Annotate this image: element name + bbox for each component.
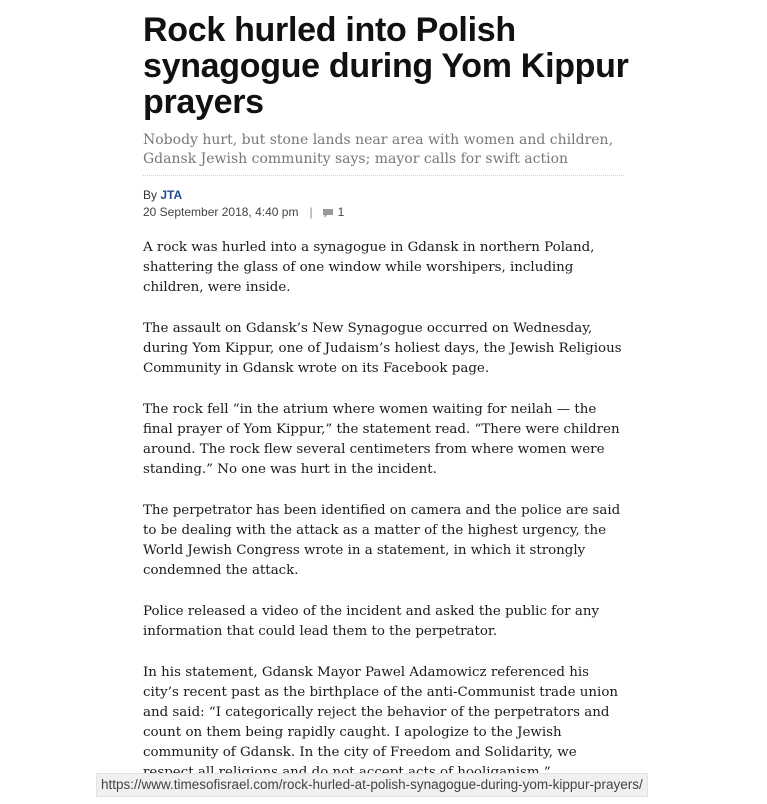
meta-separator: | (309, 205, 313, 219)
paragraph: The perpetrator has been identified on camera and the police are said to be dealing with the attack as a matter of the highest urgency, the World Jewish Congress wrote in a statement, in which it strongly condemned the attack. (143, 503, 621, 578)
paragraph: Police released a video of the incident and asked the public for any information that could lead them to the perpetrator. (143, 604, 600, 639)
comment-count: 1 (337, 205, 345, 219)
publish-date: 20 September 2018, 4:40 pm (143, 205, 299, 219)
status-url-bar: https://www.timesofisrael.com/rock-hurled-at-polish-synagogue-during-yom-kippur-prayers/ (96, 773, 648, 797)
comments-link[interactable] (322, 205, 345, 219)
paragraph: A rock was hurled into a synagogue in Gdansk in northern Poland, shattering the glass of one window while worshipers, including children, were inside. (143, 240, 595, 295)
article-subheadline: Nobody hurt, but stone lands near area with women and children, Gdansk Jewish community says; mayor calls for swift action (143, 131, 624, 176)
byline (143, 188, 633, 202)
byline-prefix: By (143, 188, 158, 202)
article (143, 12, 633, 804)
paragraph: In his statement, Gdansk Mayor Pawel Adamowicz referenced his city’s recent past as the birthplace of the anti-Communist trade union and said: “I categorically reject the behavior of the perpetrators and count on them being rapidly caught. I apologize to the Jewish community of Gdansk. In the city of Freedom and Solidarity, we (143, 665, 619, 760)
article-body (143, 238, 633, 783)
paragraph: The rock fell “in the atrium where women waiting for neilah — the final prayer of Yom Kippur,” the statement read. “There were children around. The rock flew several centimeters from where women were standing.” No one was hurt in the incident. (143, 402, 620, 477)
paragraph: The assault on Gdansk’s New Synagogue occurred on Wednesday, during Yom Kippur, one of Judaism’s holiest days, the Jewish Religious Community in Gdansk wrote on its Facebook page. (143, 321, 622, 376)
article-meta (143, 205, 633, 219)
author-link[interactable]: JTA (160, 188, 183, 202)
comment-bubble-icon (322, 208, 334, 219)
article-headline: Rock hurled into Polish synagogue during Yom Kippur prayers (143, 11, 629, 121)
